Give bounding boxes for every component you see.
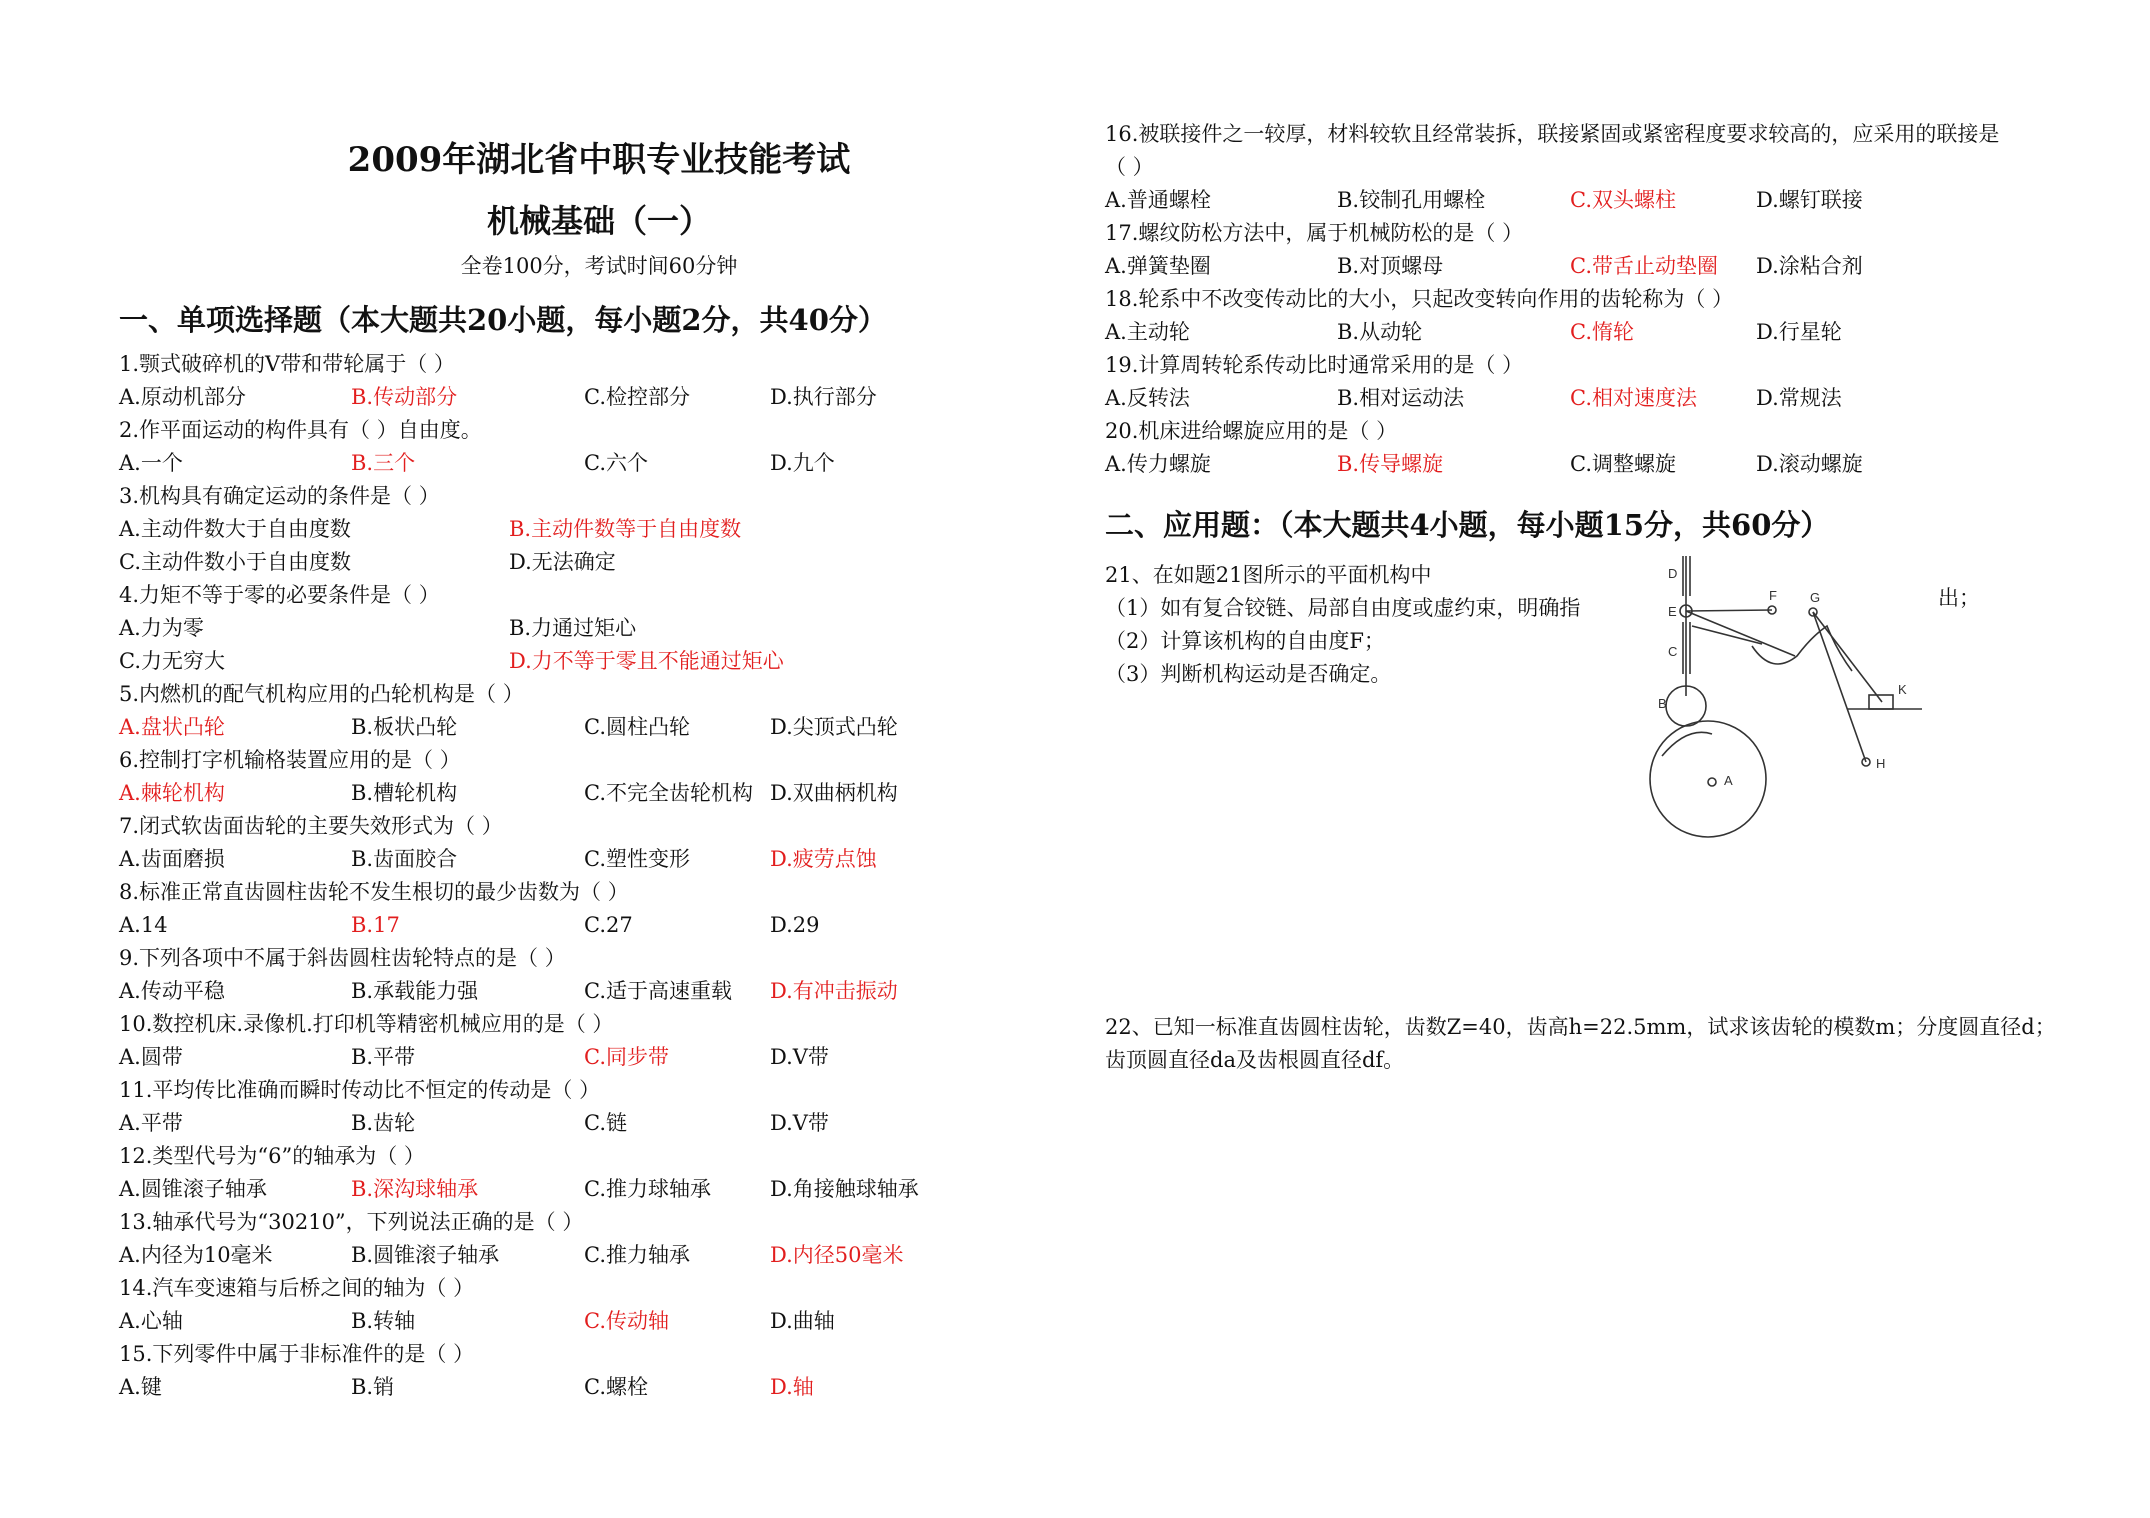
label-k: K xyxy=(1898,682,1907,697)
option-d[interactable]: D.曲轴 xyxy=(770,1309,835,1333)
question-stem: 4.力矩不等于零的必要条件是（ ） xyxy=(119,583,440,607)
label-a: A xyxy=(1724,773,1733,788)
option-d[interactable]: D.涂粘合剂 xyxy=(1756,254,1863,278)
question-list xyxy=(119,348,1049,1404)
section1-heading: 一、单项选择题（本大题共20小题，每小题2分，共40分） xyxy=(119,303,887,337)
option-d[interactable]: D.V带 xyxy=(770,1111,829,1135)
option-c[interactable]: C.检控部分 xyxy=(584,385,690,409)
options-row xyxy=(1105,382,2105,415)
exam-subtitle: 机械基础（一） xyxy=(486,202,711,240)
option-d[interactable]: D.常规法 xyxy=(1756,386,1842,410)
option-b[interactable]: B.对顶螺母 xyxy=(1337,254,1444,278)
option-b[interactable]: B.深沟球轴承 xyxy=(351,1177,479,1201)
q21-line: （3）判断机构运动是否确定。 xyxy=(1105,662,1392,686)
options-row xyxy=(119,843,1049,876)
options-row xyxy=(119,513,1049,546)
link-eg xyxy=(1686,610,1772,611)
option-d[interactable]: D.滚动螺旋 xyxy=(1756,452,1863,476)
pivot-a xyxy=(1708,778,1716,786)
option-b[interactable]: B.传动部分 xyxy=(351,385,458,409)
q21-line: （1）如有复合铰链、局部自由度或虚约束，明确指 xyxy=(1105,596,1581,620)
option-c[interactable]: C.传动轴 xyxy=(584,1309,669,1333)
label-c: C xyxy=(1668,644,1678,659)
options-row xyxy=(119,381,1049,414)
option-a[interactable]: A.圆锥滚子轴承 xyxy=(119,1177,267,1201)
option-a[interactable]: A.棘轮机构 xyxy=(119,781,225,805)
option-c[interactable]: C.六个 xyxy=(584,451,648,475)
option-d[interactable]: D.无法确定 xyxy=(509,550,616,574)
option-d[interactable]: D.29 xyxy=(770,913,820,937)
option-d[interactable]: D.螺钉联接 xyxy=(1756,188,1863,212)
option-d[interactable]: D.有冲击振动 xyxy=(770,979,898,1003)
question-stem: 15.下列零件中属于非标准件的是（ ） xyxy=(119,1342,475,1366)
option-a[interactable]: A.弹簧垫圈 xyxy=(1105,254,1211,278)
q21-line: （2）计算该机构的自由度F； xyxy=(1105,629,1385,653)
q21-tail: 出； xyxy=(1938,586,1980,610)
option-b[interactable]: B.板状凸轮 xyxy=(351,715,458,739)
question-stem: 10.数控机床.录像机.打印机等精密机械应用的是（ ） xyxy=(119,1012,614,1036)
options-row xyxy=(119,1173,1049,1206)
option-b[interactable]: B.主动件数等于自由度数 xyxy=(509,517,742,541)
option-c[interactable]: C.推力球轴承 xyxy=(584,1177,711,1201)
option-b[interactable]: B.传导螺旋 xyxy=(1337,452,1444,476)
option-a[interactable]: A.14 xyxy=(119,913,168,937)
q22-line: 22、已知一标准直齿圆柱齿轮，齿数Z=40，齿高h=22.5mm，试求该齿轮的模数m；分度圆直径d； xyxy=(1105,1015,2056,1039)
option-b[interactable]: B.力通过矩心 xyxy=(509,616,637,640)
label-h: H xyxy=(1876,756,1886,771)
option-d[interactable]: D.九个 xyxy=(770,451,835,475)
option-d[interactable]: D.行星轮 xyxy=(1756,320,1842,344)
option-a[interactable]: A.平带 xyxy=(119,1111,183,1135)
options-row xyxy=(1105,316,2105,349)
option-a[interactable]: A.传力螺旋 xyxy=(1105,452,1211,476)
question-stem-cont: （ ） xyxy=(1105,155,1154,179)
question-stem: 3.机构具有确定运动的条件是（ ） xyxy=(119,484,440,508)
label-d: D xyxy=(1668,566,1678,581)
question-stem: 2.作平面运动的构件具有（ ）自由度。 xyxy=(119,418,482,442)
link-gk xyxy=(1813,612,1882,702)
option-d[interactable]: D.尖顶式凸轮 xyxy=(770,715,898,739)
option-a[interactable]: A.内径为10毫米 xyxy=(119,1243,273,1267)
options-row xyxy=(119,546,1049,579)
question-stem: 5.内燃机的配气机构应用的凸轮机构是（ ） xyxy=(119,682,524,706)
option-c[interactable]: C.适于高速重载 xyxy=(584,979,732,1003)
option-a[interactable]: A.传动平稳 xyxy=(119,979,225,1003)
q22-block xyxy=(1105,1011,2105,1077)
option-c[interactable]: C.惰轮 xyxy=(1570,320,1634,344)
option-d[interactable]: D.执行部分 xyxy=(770,385,877,409)
option-a[interactable]: A.原动机部分 xyxy=(119,385,246,409)
option-b[interactable]: B.17 xyxy=(351,913,400,937)
option-c[interactable]: C.推力轴承 xyxy=(584,1243,690,1267)
option-c[interactable]: C.相对速度法 xyxy=(1570,386,1697,410)
options-row xyxy=(119,645,1049,678)
question-stem: 19.计算周转轮系传动比时通常采用的是（ ） xyxy=(1105,353,1524,377)
options-row xyxy=(119,777,1049,810)
option-b[interactable]: B.平带 xyxy=(351,1045,416,1069)
option-a[interactable]: A.普通螺栓 xyxy=(1105,188,1211,212)
question-stem: 7.闭式软齿面齿轮的主要失效形式为（ ） xyxy=(119,814,503,838)
q21-line: 21、在如题21图所示的平面机构中 xyxy=(1105,563,1432,587)
options-row xyxy=(1105,448,2105,481)
label-e: E xyxy=(1668,604,1677,619)
option-d[interactable]: D.角接触球轴承 xyxy=(770,1177,919,1201)
exam-info: 全卷100分，考试时间60分钟 xyxy=(460,254,738,278)
option-b[interactable]: B.齿轮 xyxy=(351,1111,416,1135)
option-a[interactable]: A.键 xyxy=(119,1375,162,1399)
question-stem: 14.汽车变速箱与后桥之间的轴为（ ） xyxy=(119,1276,475,1300)
option-b[interactable]: B.相对运动法 xyxy=(1337,386,1465,410)
option-a[interactable]: A.反转法 xyxy=(1105,386,1190,410)
section2-heading: 二、应用题：（本大题共4小题，每小题15分，共60分） xyxy=(1105,508,1830,542)
question-stem: 9.下列各项中不属于斜齿圆柱齿轮特点的是（ ） xyxy=(119,946,566,970)
options-row xyxy=(119,909,1049,942)
exam-title: 2009年湖北省中职专业技能考试 xyxy=(347,140,851,180)
options-row xyxy=(119,1239,1049,1272)
option-c[interactable]: C.主动件数小于自由度数 xyxy=(119,550,351,574)
option-c[interactable]: C.塑性变形 xyxy=(584,847,690,871)
label-f: F xyxy=(1769,588,1777,603)
options-row xyxy=(119,975,1049,1008)
option-d[interactable]: D.疲劳点蚀 xyxy=(770,847,877,871)
option-c[interactable]: C.螺栓 xyxy=(584,1375,648,1399)
option-a[interactable]: A.主动件数大于自由度数 xyxy=(119,517,351,541)
label-b: B xyxy=(1658,696,1667,711)
q22-line: 齿顶圆直径da及齿根圆直径df。 xyxy=(1105,1048,1405,1072)
option-b[interactable]: B.圆锥滚子轴承 xyxy=(351,1243,500,1267)
option-c[interactable]: C.力无穷大 xyxy=(119,649,225,673)
option-a[interactable]: A.圆带 xyxy=(119,1045,183,1069)
option-c[interactable]: C.圆柱凸轮 xyxy=(584,715,690,739)
option-d[interactable]: D.力不等于零且不能通过矩心 xyxy=(509,649,784,673)
options-row xyxy=(1105,184,2105,217)
options-row xyxy=(119,1041,1049,1074)
option-c[interactable]: C.27 xyxy=(584,913,633,937)
question-stem: 8.标准正常直齿圆柱齿轮不发生根切的最少齿数为（ ） xyxy=(119,880,629,904)
question-stem: 13.轴承代号为“30210”，下列说法正确的是（ ） xyxy=(119,1210,584,1234)
options-row xyxy=(119,1305,1049,1338)
option-a[interactable]: A.主动轮 xyxy=(1105,320,1190,344)
option-b[interactable]: B.销 xyxy=(351,1375,395,1399)
question-list-right xyxy=(1105,118,2105,481)
option-d[interactable]: D.轴 xyxy=(770,1375,814,1399)
option-b[interactable]: B.齿面胶合 xyxy=(351,847,458,871)
option-a[interactable]: A.力为零 xyxy=(119,616,204,640)
option-c[interactable]: C.不完全齿轮机构 xyxy=(584,781,753,805)
options-row xyxy=(119,1107,1049,1140)
link-ef xyxy=(1686,611,1795,656)
option-b[interactable]: B.承载能力强 xyxy=(351,979,479,1003)
option-d[interactable]: D.双曲柄机构 xyxy=(770,781,898,805)
mechanism-figure xyxy=(1632,556,1932,841)
q21-block xyxy=(1105,559,2105,691)
option-a[interactable]: A.心轴 xyxy=(119,1309,183,1333)
options-row xyxy=(119,711,1049,744)
label-g: G xyxy=(1810,590,1821,605)
option-b[interactable]: B.三个 xyxy=(351,451,416,475)
option-c[interactable]: C.同步带 xyxy=(584,1045,669,1069)
gear-a xyxy=(1650,721,1766,837)
option-d[interactable]: D.内径50毫米 xyxy=(770,1243,904,1267)
option-c[interactable]: C.链 xyxy=(584,1111,627,1135)
question-stem: 20.机床进给螺旋应用的是（ ） xyxy=(1105,419,1398,443)
question-stem: 17.螺纹防松方法中，属于机械防松的是（ ） xyxy=(1105,221,1524,245)
option-c[interactable]: C.双头螺柱 xyxy=(1570,188,1676,212)
option-b[interactable]: B.转轴 xyxy=(351,1309,416,1333)
cam-profile xyxy=(1752,626,1852,671)
option-b[interactable]: B.铰制孔用螺栓 xyxy=(1337,188,1486,212)
question-stem: 6.控制打字机输格装置应用的是（ ） xyxy=(119,748,461,772)
options-row xyxy=(119,1371,1049,1404)
option-b[interactable]: B.从动轮 xyxy=(1337,320,1423,344)
question-stem: 16.被联接件之一较厚，材料较软且经常装拆，联接紧固或紧密程度要求较高的，应采用的联接是 xyxy=(1105,122,2000,146)
option-c[interactable]: C.调整螺旋 xyxy=(1570,452,1676,476)
option-b[interactable]: B.槽轮机构 xyxy=(351,781,458,805)
options-row xyxy=(119,612,1049,645)
options-row xyxy=(119,447,1049,480)
options-row xyxy=(1105,250,2105,283)
question-stem: 1.颚式破碎机的V带和带轮属于（ ） xyxy=(119,352,455,376)
option-a[interactable]: A.齿面磨损 xyxy=(119,847,225,871)
option-c[interactable]: C.带舌止动垫圈 xyxy=(1570,254,1718,278)
left-column xyxy=(119,298,1049,1404)
question-stem: 18.轮系中不改变传动比的大小，只起改变转向作用的齿轮称为（ ） xyxy=(1105,287,1734,311)
option-d[interactable]: D.V带 xyxy=(770,1045,829,1069)
question-stem: 11.平均传比准确而瞬时传动比不恒定的传动是（ ） xyxy=(119,1078,601,1102)
option-a[interactable]: A.一个 xyxy=(119,451,183,475)
link-gh xyxy=(1813,612,1866,762)
question-stem: 12.类型代号为“6”的轴承为（ ） xyxy=(119,1144,425,1168)
option-a[interactable]: A.盘状凸轮 xyxy=(119,715,225,739)
